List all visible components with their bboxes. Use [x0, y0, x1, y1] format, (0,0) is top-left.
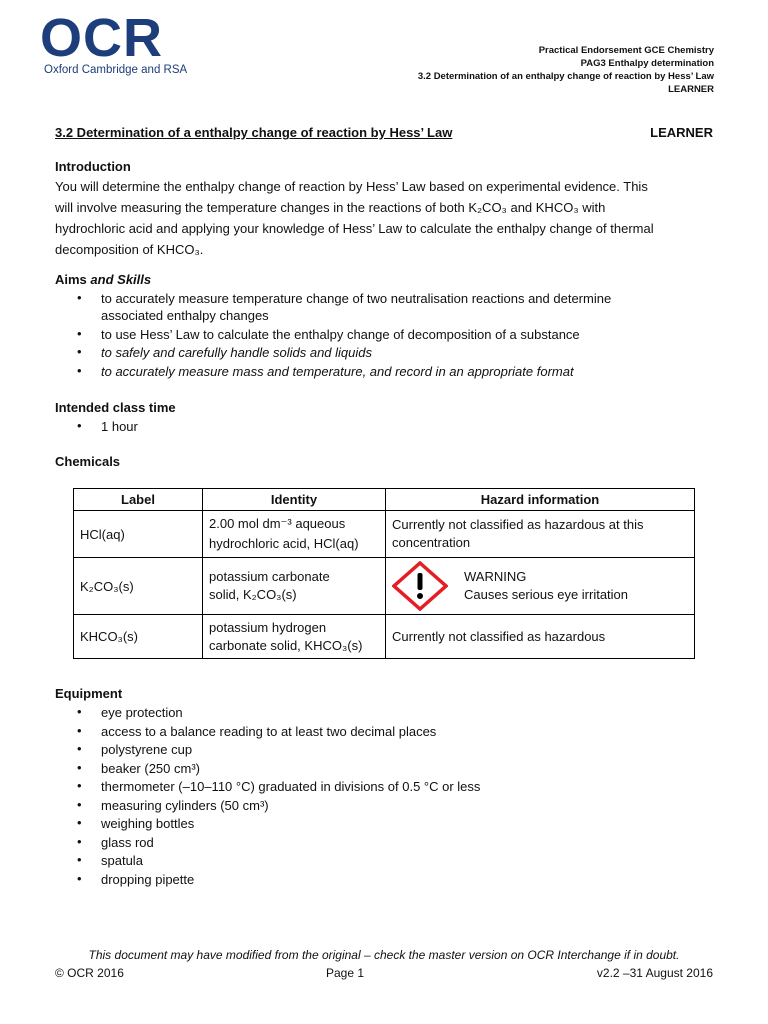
ocr-logo — [40, 8, 192, 80]
bullet-icon: • — [77, 344, 82, 359]
aims-item: to accurately measure temperature change of two neutralisation reactions and determine — [101, 291, 612, 306]
identity-line: 2.00 mol dm⁻³ aqueous — [209, 516, 346, 531]
header-line: LEARNER — [668, 84, 714, 95]
chemical-label: HCl(aq) — [74, 511, 203, 558]
chemicals-table — [73, 488, 695, 659]
class-time-heading: Intended class time — [55, 400, 176, 415]
hazard-signal-word: WARNING — [464, 569, 527, 584]
identity-line: carbonate solid, KHCO₃(s) — [209, 637, 363, 653]
equipment-item: eye protection — [101, 705, 183, 720]
bullet-icon: • — [77, 741, 82, 756]
logo-subtitle: Oxford Cambridge and RSA — [44, 64, 188, 76]
ghs-exclamation-icon — [392, 561, 448, 611]
chemical-identity — [203, 511, 386, 558]
header-line: 3.2 Determination of an enthalpy change of reaction by Hess’ Law — [417, 71, 714, 82]
table-header-row — [74, 489, 695, 511]
aims-heading-b: and Skills — [90, 272, 152, 287]
column-header: Identity — [203, 489, 386, 511]
equipment-item: weighing bottles — [101, 816, 195, 831]
equipment-item: polystyrene cup — [101, 742, 193, 757]
chemical-label: K₂CO₃(s) — [74, 558, 203, 615]
footer-version: v2.2 –31 August 2016 — [596, 966, 713, 980]
bullet-icon: • — [77, 722, 82, 738]
introduction-line: hydrochloric acid and applying your knowledge of Hess’ Law to calculate the enthalpy change of thermal — [55, 221, 654, 236]
hazard-info — [386, 615, 695, 659]
chemical-identity — [203, 558, 386, 615]
introduction-line: will involve measuring the temperature changes in the reactions of both K₂CO₃ and KHCO₃ with — [55, 200, 606, 215]
chemical-label: KHCO₃(s) — [74, 615, 203, 659]
class-time-list — [55, 418, 355, 438]
introduction-line: You will determine the enthalpy change of reaction by Hess’ Law based on experimental evidence. This — [55, 179, 648, 194]
identity-line: solid, K₂CO₃(s) — [209, 587, 297, 602]
document-header — [294, 44, 714, 96]
hazard-line: Currently not classified as hazardous — [392, 629, 606, 644]
table-row — [74, 558, 695, 615]
header-line: Practical Endorsement GCE Chemistry — [538, 45, 714, 56]
table-row — [74, 511, 695, 558]
aims-list — [55, 290, 735, 390]
aims-item-cont: associated enthalpy changes — [101, 308, 269, 323]
hazard-info — [386, 558, 695, 615]
hazard-statement: Causes serious eye irritation — [464, 587, 629, 602]
bullet-icon: • — [77, 704, 82, 719]
equipment-list — [55, 704, 735, 894]
skills-item: to safely and carefully handle solids and liquids — [101, 345, 373, 360]
equipment-item: spatula — [101, 853, 143, 868]
equipment-heading: Equipment — [55, 686, 123, 701]
aims-item: to use Hess’ Law to calculate the enthalpy change of decomposition of a substance — [101, 327, 580, 342]
bullet-icon: • — [77, 778, 82, 793]
footer-disclaimer: This document may have modified from the original – check the master version on OCR Interchange if in doubt. — [88, 948, 680, 962]
bullet-icon: • — [77, 290, 82, 305]
introduction-line: decomposition of KHCO₃. — [55, 242, 204, 257]
chemicals-heading: Chemicals — [55, 454, 121, 469]
column-header: Hazard information — [386, 489, 695, 511]
column-header: Label — [74, 489, 203, 511]
table-row — [74, 615, 695, 659]
bullet-icon: • — [77, 759, 82, 775]
bullet-icon: • — [77, 852, 82, 867]
document-title: 3.2 Determination of a enthalpy change of reaction by Hess’ Law — [55, 125, 453, 140]
skills-item: to accurately measure mass and temperature, and record in an appropriate format — [101, 364, 574, 379]
class-time-item: 1 hour — [101, 419, 138, 434]
hazard-info — [386, 511, 695, 558]
equipment-item: glass rod — [101, 834, 154, 850]
hazard-line: concentration — [392, 535, 471, 550]
bullet-icon: • — [77, 796, 82, 812]
title-learner-label: LEARNER — [650, 125, 713, 140]
identity-line: potassium carbonate — [209, 569, 330, 584]
bullet-icon: • — [77, 326, 82, 341]
bullet-icon: • — [77, 418, 82, 433]
equipment-item: measuring cylinders (50 cm³) — [101, 797, 269, 813]
identity-line: hydrochloric acid, HCl(aq) — [209, 536, 359, 551]
header-line: PAG3 Enthalpy determination — [580, 58, 714, 69]
logo-word: OCR — [40, 8, 163, 68]
equipment-item: thermometer (–10–110 °C) graduated in divisions of 0.5 °C or less — [101, 779, 481, 794]
bullet-icon: • — [77, 363, 82, 378]
bullet-icon: • — [77, 833, 82, 849]
equipment-item: dropping pipette — [101, 871, 195, 887]
equipment-item: beaker (250 cm³) — [101, 760, 200, 776]
introduction-text — [55, 176, 735, 260]
aims-heading — [55, 272, 151, 287]
footer-copyright: © OCR 2016 — [55, 966, 124, 980]
identity-line: potassium hydrogen — [209, 619, 327, 635]
aims-heading-a: Aims — [55, 272, 87, 287]
introduction-heading: Introduction — [55, 159, 131, 174]
bullet-icon: • — [77, 815, 82, 830]
title-row — [55, 125, 713, 140]
page-number: Page 1 — [325, 966, 365, 980]
hazard-line: Currently not classified as hazardous at this — [392, 517, 644, 532]
chemical-identity — [203, 615, 386, 659]
bullet-icon: • — [77, 870, 82, 886]
equipment-item: access to a balance reading to at least two decimal places — [101, 723, 437, 739]
